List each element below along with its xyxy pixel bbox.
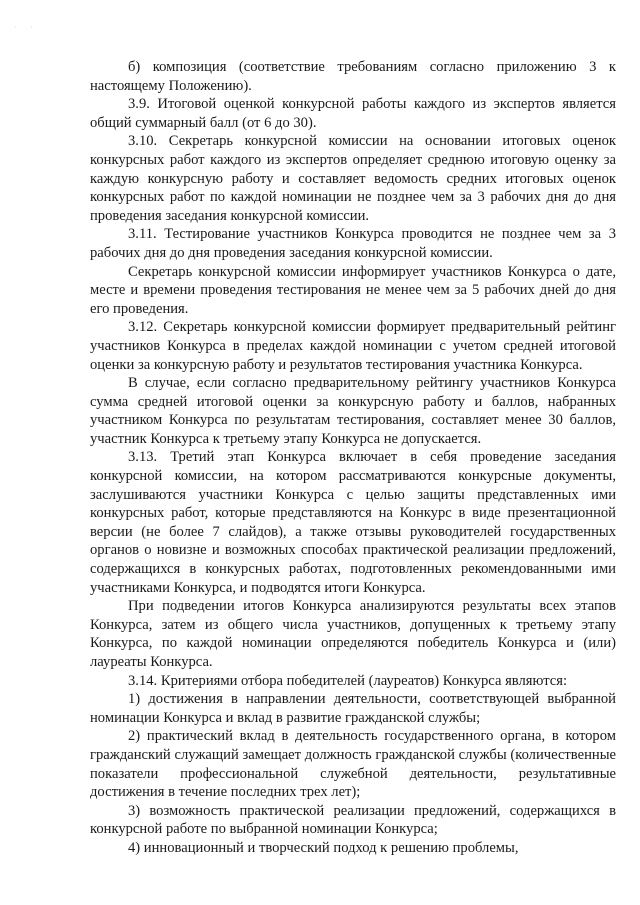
criterion-1: 1) достижения в направлении деятельности, соответствующей выбранной номинации Конкурса и вклад в развитие гражданской службы;	[90, 691, 616, 726]
criterion-2: 2) практический вклад в деятельность государственного органа, в котором гражданский служащий замещает должность гражданской службы (количественные показатели профессиональной служебной деятельности, результативные достижения в течение последних трех лет);	[90, 728, 616, 801]
paragraph-3-9: 3.9. Итоговой оценкой конкурсной работы каждого из экспертов является общий суммарный балл (от 6 до 30).	[90, 96, 616, 131]
paragraph-3-11: 3.11. Тестирование участников Конкурса проводится не позднее чем за 3 рабочих дня до дня проведения заседания конкурсной комиссии.	[90, 226, 616, 261]
paragraph-3-13: 3.13. Третий этап Конкурса включает в себя проведение заседания конкурсной комиссии, на котором рассматриваются конкурсные документы, заслушиваются участники Конкурса с целью защиты представленных ими конкурсных работ, которые представляются на Конкурс в виде презентационной версии (не более 7 слайдов), а также отзывы руководителей государственных органов о новизне и возможных способах практической реализации предложений, содержащихся в конкурсных работах, подготовленных рекомендованными ими участниками Конкурса, и подводятся итоги Конкурса.	[90, 449, 616, 596]
paragraph-3-10: 3.10. Секретарь конкурсной комиссии на основании итоговых оценок конкурсных работ каждого из экспертов определяет среднюю итоговую оценку за каждую конкурсную работу и составляет ведомость средних итоговых оценок конкурсных работ по каждой номинации не позднее чем за 3 рабочих дня до дня проведения заседания конкурсной комиссии.	[90, 133, 616, 224]
paragraph-results-summary: При подведении итогов Конкурса анализируются результаты всех этапов Конкурса, затем из общего числа участников, допущенных к третьему этапу Конкурса, по каждой номинации определяются победитель Конкурса и (или) лауреаты Конкурса.	[90, 598, 616, 670]
criterion-4: 4) инновационный и творческий подход к решению проблемы,	[128, 839, 519, 856]
paragraph-rating-threshold: В случае, если согласно предварительному рейтингу участников Конкурса сумма средней итоговой оценки за конкурсную работу и баллов, набранных участником Конкурса по результатам тестирования, составляет менее 30 баллов, участник Конкурса к третьему этапу Конкурса не допускается.	[90, 375, 616, 447]
criterion-3: 3) возможность практической реализации предложений, содержащихся в конкурсной работе по выбранной номинации Конкурса;	[90, 802, 616, 838]
scan-corner-marks: · ·	[14, 24, 39, 31]
paragraph-testing-notice: Секретарь конкурсной комиссии информирует участников Конкурса о дате, месте и времени проведения тестирования не менее чем за 5 рабочих дней до дня его проведения.	[90, 263, 616, 317]
paragraph-composition: б) композиция (соответствие требованиям согласно приложению 3 к настоящему Положению).	[90, 59, 616, 94]
paragraph-3-12: 3.12. Секретарь конкурсной комиссии формирует предварительный рейтинг участников Конкурса в пределах каждой номинации с учетом средней итоговой оценки за конкурсную работу и результатов тестирования участника Конкурса.	[90, 319, 616, 373]
document-page	[90, 58, 616, 858]
paragraph-3-14: 3.14. Критериями отбора победителей (лауреатов) Конкурса являются:	[128, 672, 568, 689]
